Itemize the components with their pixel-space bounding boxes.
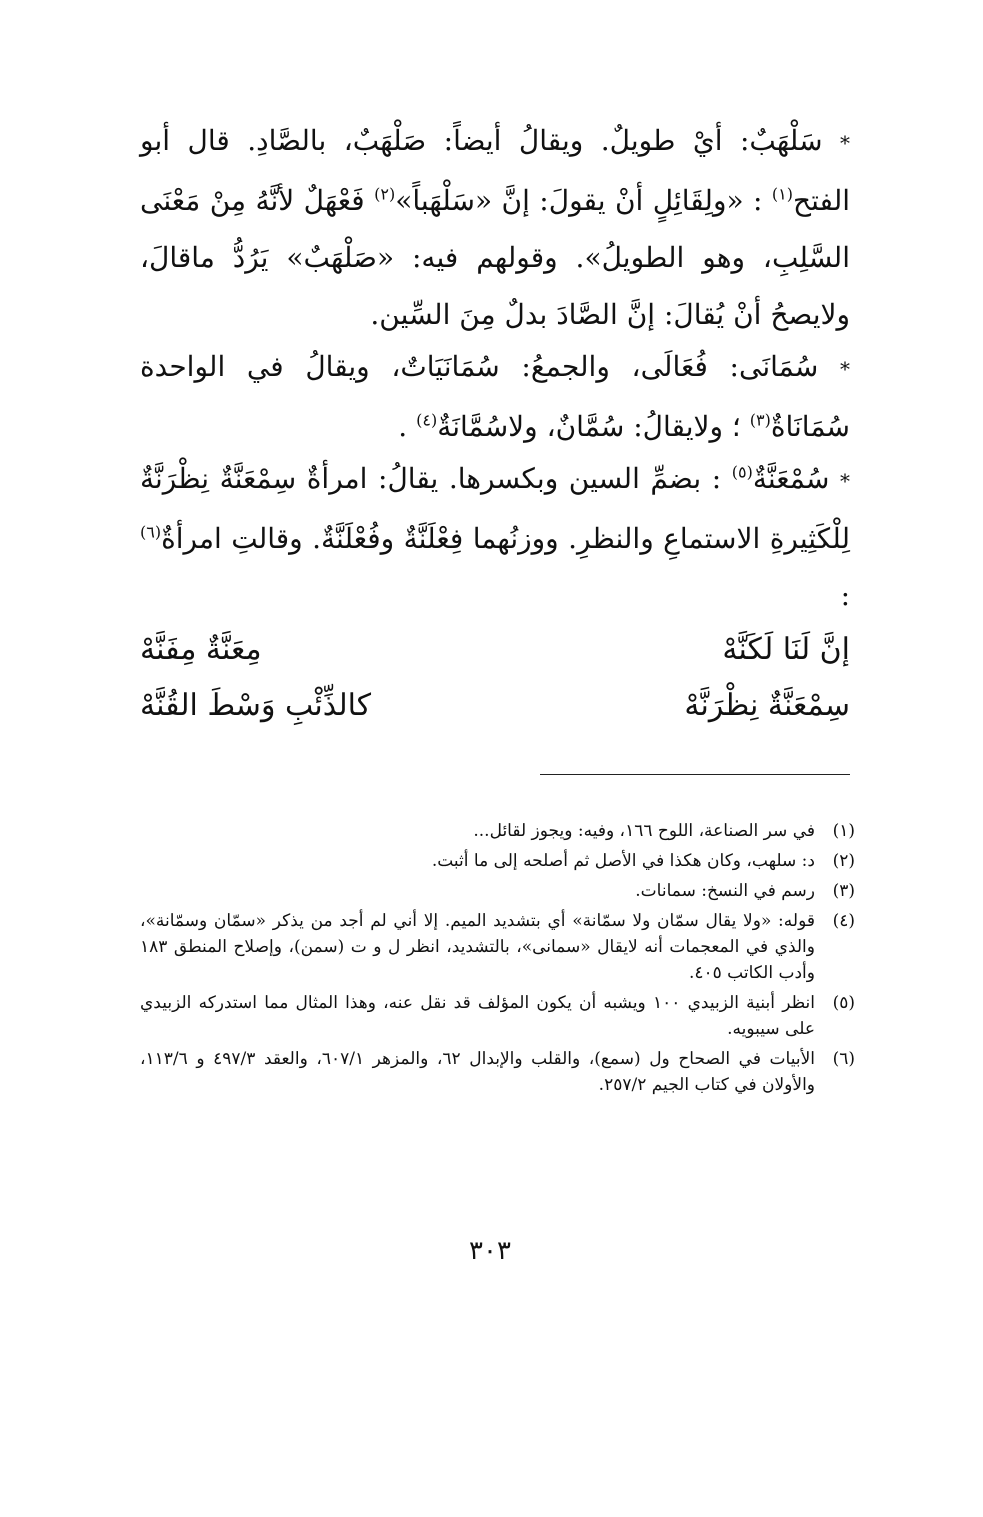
footnote-item (140, 818, 855, 844)
footnote-ref[interactable]: (١) (771, 184, 793, 204)
footnote-number: (٤) (832, 911, 855, 931)
footnote-number: (٥) (832, 993, 855, 1013)
footnotes (140, 818, 855, 1102)
footnote-text: د: سلهب، وكان هكذا في الأصل ثم أصلحه إلى ما أثبت. (431, 851, 815, 871)
verse-hemistich: سِمْعَنَّةٌ نِظْرَنَّهْ (684, 688, 850, 723)
entry-salhab (140, 112, 850, 343)
page-number: ٣٠٣ (469, 1236, 511, 1266)
footnote-item (140, 848, 855, 874)
footnote-number: (٦) (832, 1049, 855, 1069)
footnote-separator (540, 774, 850, 775)
footnote-item (140, 878, 855, 904)
entry-text: : (840, 579, 850, 612)
entry-text: : «ولِقَائِلٍ أنْ يقولَ: إنَّ «سَلْهَباً» (395, 184, 763, 217)
verse-hemistich: كالذِّئْبِ وَسْطَ القُنَّهْ (140, 688, 372, 723)
entry-text: فَعْهَلٌ لأنَّهُ مِنْ مَعْنَى السَّلِبِ، وهو الطويلُ». وقولهم فيه: «صَلْهَبٌ» يَرُدُّ ماقالَ، ولايصحُ أنْ يُقالَ: إنَّ الصَّادَ بدلٌ مِنَ السِّين. (140, 184, 850, 331)
footnote-text: رسم في النسخ: سمانات. (635, 881, 815, 901)
footnote-text: في سر الصناعة، اللوح ١٦٦، وفيه: ويجوز لقائل... (473, 821, 815, 841)
footnote-ref[interactable]: (٢) (374, 184, 396, 204)
entry-text: : بضمِّ السين وبكسرها. يقالُ: امرأةٌ سِمْعَنَّةٌ نِظْرَنَّةٌ لِلْكَثِيرةِ الاستماعِ والنظرِ. ووزنُهما فِعْلَنَّةٌ وفُعْلَنَّةٌ. وقالتِ امرأةٌ (140, 462, 850, 555)
footnote-ref[interactable]: (٤) (416, 410, 438, 430)
entry-sumana (140, 338, 850, 455)
entry-marker: * (840, 357, 851, 381)
entry-text: سَلْهَبٌ: أيْ طويلٌ. ويقالُ أيضاً: صَلْهَبٌ، بالصَّادِ. قال أبو الفتح (140, 124, 850, 217)
footnote-text: قوله: «ولا يقال سمّان ولا سمّانة» أي بتشديد الميم. إلا أني لم أجد من يذكر «سمّان وسمّانة»، والذي في المعجمات أنه لايقال «سمانى»، بالتشديد، انظر ل و ت (سمن)، وإصلاح المنطق ١٨٣ وأدب الكاتب ٤٠٥. (140, 911, 815, 983)
footnote-number: (٣) (832, 881, 855, 901)
entry-marker: * (840, 131, 850, 155)
footnote-item (140, 1046, 855, 1098)
footnote-item (140, 908, 855, 986)
entry-text: . (398, 410, 408, 443)
entry-text: ؛ ولايقالُ: سُمَّانٌ، ولاسُمَّانَةٌ (437, 410, 741, 443)
footnote-ref[interactable]: (٥) (731, 462, 753, 482)
footnote-text: الأبيات في الصحاح ول (سمع)، والقلب والإبدال ٦٢، والمزهر ٦٠٧/١، والعقد ٤٩٧/٣ و ١١٣/٦، والأولان في كتاب الجيم ٢٥٧/٢. (140, 1049, 815, 1095)
verse-line-1 (140, 620, 850, 680)
entry-sumanna (140, 450, 850, 624)
footnote-number: (٢) (832, 851, 855, 871)
entry-text: سُمَانَى: فُعَالَى، والجمعُ: سُمَانَيَاتٌ، ويقالُ في الواحدة سُمَانَاةٌ (140, 350, 850, 443)
entry-text: سُمْعَنَّةٌ (752, 462, 830, 495)
footnote-ref[interactable]: (٦) (140, 522, 162, 542)
entry-marker: * (840, 469, 851, 493)
footnote-number: (١) (832, 821, 855, 841)
verse-hemistich: مِعَنَّةٌ مِفَنَّهْ (140, 632, 262, 667)
footnote-ref[interactable]: (٣) (749, 410, 771, 430)
verse-line-2 (140, 676, 850, 736)
verse-hemistich: إنَّ لَنَا لَكَنَّهْ (722, 632, 850, 667)
footnote-item (140, 990, 855, 1042)
footnote-text: انظر أبنية الزبيدي ١٠٠ ويشبه أن يكون المؤلف قد نقل عنه، وهذا المثال مما استدركه الزبيدي على سيبويه. (140, 993, 815, 1039)
